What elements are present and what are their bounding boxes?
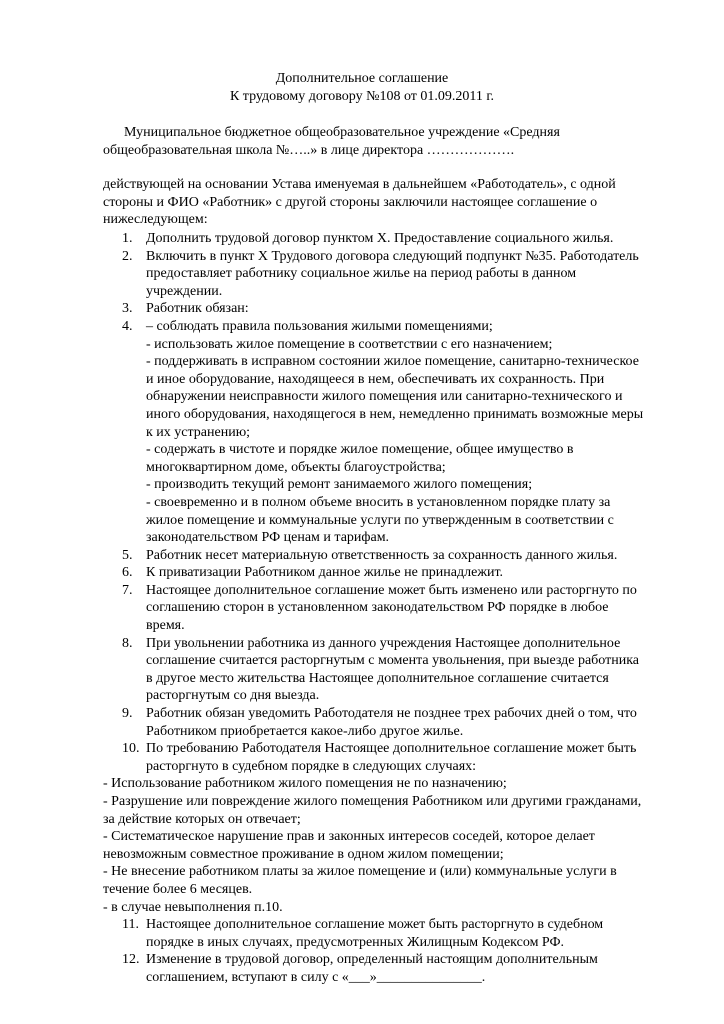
clause-number: 4. <box>122 318 133 334</box>
clause-text: При увольнении работника из данного учреждения Настоящее дополнительное соглашение считается расторгнутым с момента увольнения, при выезде работника в другое место жительства Настоящее дополнительное соглашение считается расторгнутым со дня выезда. <box>146 635 640 704</box>
clause-text: По требованию Работодателя Настоящее дополнительное соглашение может быть расторгнуто в судебном порядке в следующих случаях: <box>146 741 637 774</box>
clause-item <box>103 547 648 565</box>
clause-number: 6. <box>122 565 133 581</box>
clause-item <box>103 951 648 986</box>
clause-text: Работник обязан уведомить Работодателя не позднее трех рабочих дней о том, что Работником приобретается какое-либо другое жилье. <box>146 706 637 739</box>
clause-number: 9. <box>122 706 133 722</box>
termination-case: - Систематическое нарушение прав и законных интересов соседей, которое делает невозможным совместное проживание в одном жилом помещении; <box>103 829 595 862</box>
clause-number: 11. <box>122 917 139 933</box>
clause-number: 1. <box>122 231 133 246</box>
clause-number: 12. <box>122 952 140 968</box>
clause-number: 8. <box>122 635 133 651</box>
clause-item <box>103 705 648 740</box>
intro-continuation: действующей на основании Устава именуемая в дальнейшем «Работодатель», с одной стороны и ФИО «Работник» с другой стороны заключили настоящее соглашение о нижеследующем: <box>103 177 616 228</box>
document-subtitle: К трудовому договору №108 от 01.09.2011 г. <box>229 89 495 104</box>
clause-item <box>103 582 648 635</box>
clause-item <box>103 635 648 705</box>
clause-subitem: - своевременно и в полном объеме вносить в установленном порядке плату за жилое помещение и коммунальные услуги по утвержденным в соответствии с законодательством РФ ценам и тарифам. <box>146 494 614 546</box>
clause-text: Изменение в трудовой договор, определенный настоящим дополнительным соглашением, вступают в силу с «___»_______________. <box>146 952 598 985</box>
clause-subitem: - содержать в чистоте и порядке жилое помещение, общее имущество в многоквартирном доме, объекты благоустройства; <box>146 442 574 475</box>
clause-item <box>103 740 648 775</box>
clause-number: 10. <box>122 741 140 757</box>
clause-item <box>103 248 648 301</box>
termination-case: - Не внесение работником платы за жилое помещение и (или) коммунальные услуги в течение более 6 месяцев. <box>103 864 617 897</box>
termination-case: - в случае невыполнения п.10. <box>103 899 283 915</box>
termination-case: - Разрушение или повреждение жилого помещения Работником или другими гражданами, за действие которых он отвечает; <box>103 794 642 827</box>
intro-paragraph: Муниципальное бюджетное общеобразовательное учреждение «Средняя общеобразовательная школа №…..» в лице директора ………………. <box>103 125 560 158</box>
clause-text: Работник несет материальную ответственность за сохранность данного жилья. <box>146 547 618 563</box>
clause-text: Настоящее дополнительное соглашение может быть изменено или расторгнуто по соглашению сторон в установленном законодательством РФ порядке в любое время. <box>146 582 637 634</box>
clause-subitem: - производить текущий ремонт занимаемого жилого помещения; <box>146 477 533 493</box>
clause-number: 5. <box>122 547 133 563</box>
clause-subitem: - поддерживать в исправном состоянии жилое помещение, санитарно-техническое и иное оборудование, находящееся в нем, обеспечивать их сохранность. При обнаружении неисправности жилого помещения или санитарно-технического и иного оборудования, находящегося в нем, немедленно принимать возможные меры к их устранению; <box>146 354 644 440</box>
clause-text: Работник обязан: <box>146 301 249 317</box>
termination-case: - Использование работником жилого помещения не по назначению; <box>103 776 507 792</box>
clause-item <box>103 564 648 582</box>
clause-text: Включить в пункт Х Трудового договора следующий подпункт №35. Работодатель предоставляет работнику социальное жилье на период работы в данном учреждении. <box>146 248 639 299</box>
clause-item <box>103 300 648 318</box>
clause-item <box>103 230 648 248</box>
clause-item <box>103 318 648 547</box>
clause-number: 3. <box>122 301 133 317</box>
clause-text: К приватизации Работником данное жилье не принадлежит. <box>146 565 504 581</box>
clause-subitem: - использовать жилое помещение в соответствии с его назначением; <box>146 336 553 352</box>
document-title: Дополнительное соглашение <box>275 71 449 86</box>
clauses-list <box>103 230 648 987</box>
clause-text: – соблюдать правила пользования жилыми помещениями; <box>146 318 493 334</box>
clause-number: 2. <box>122 248 133 264</box>
clause-text: Дополнить трудовой договор пунктом X. Предоставление социального жилья. <box>146 231 614 246</box>
clause-text: Настоящее дополнительное соглашение может быть расторгнуто в судебном порядке в иных случаях, предусмотренных Жилищным Кодексом РФ. <box>146 917 604 950</box>
clause-item <box>103 916 648 951</box>
clause-number: 7. <box>122 582 133 598</box>
